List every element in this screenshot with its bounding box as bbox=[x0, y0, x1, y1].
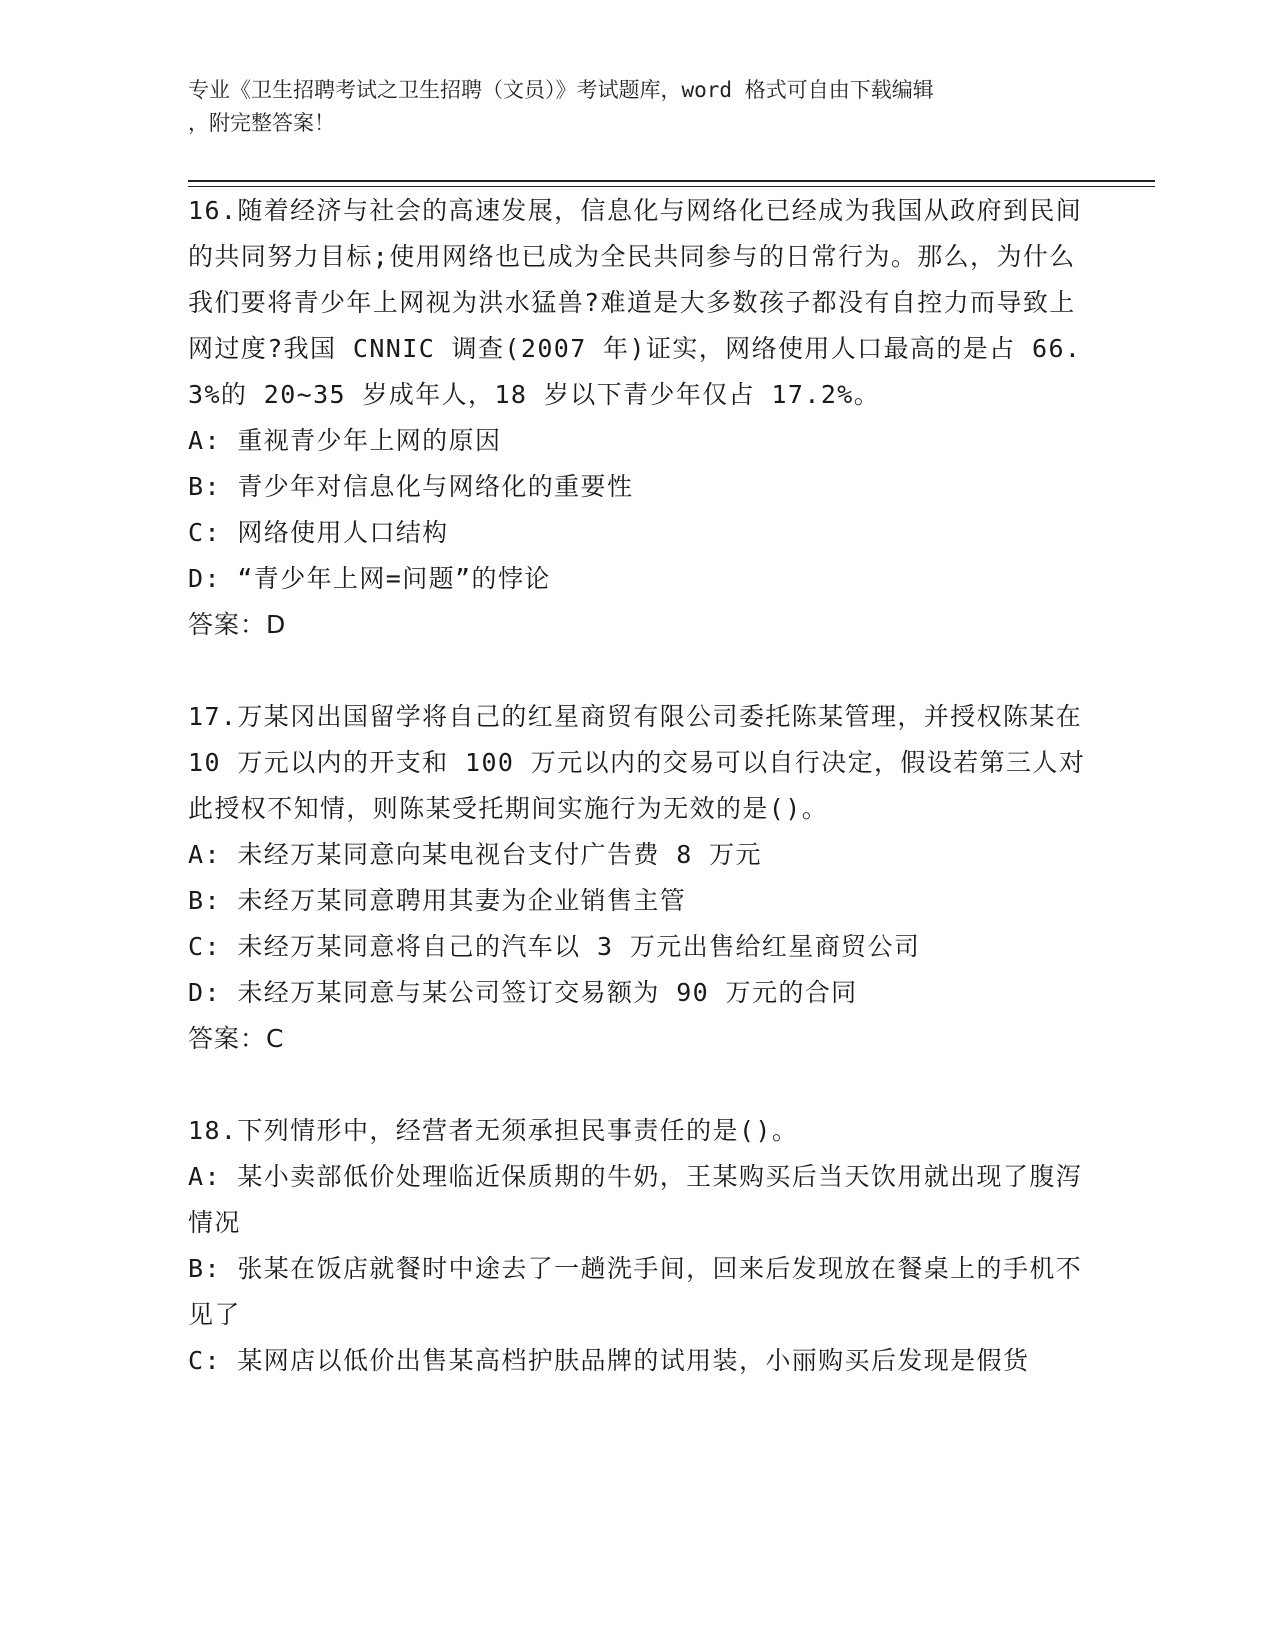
option-d: D: 未经万某同意与某公司签订交易额为 90 万元的合同 bbox=[188, 978, 858, 1007]
answer: 答案：D bbox=[188, 610, 287, 639]
question-18 bbox=[188, 1108, 1088, 1384]
option-a: A: 某小卖部低价处理临近保质期的牛奶，王某购买后当天饮用就出现了腹泻情况 bbox=[188, 1162, 1083, 1237]
question-text: 17.万某冈出国留学将自己的红星商贸有限公司委托陈某管理，并授权陈某在 10 万元以内的开支和 100 万元以内的交易可以自行决定，假设若第三人对此授权不知情，则陈某受托期间实施行为无效的是()。 bbox=[188, 702, 1086, 823]
question-spacer bbox=[188, 1062, 1088, 1108]
option-c: C: 某网店以低价出售某高档护肤品牌的试用装，小丽购买后发现是假货 bbox=[188, 1346, 1030, 1375]
option-a: A: 未经万某同意向某电视台支付广告费 8 万元 bbox=[188, 840, 762, 869]
option-c: C: 未经万某同意将自己的汽车以 3 万元出售给红星商贸公司 bbox=[188, 932, 921, 961]
option-d: D: “青少年上网=问题”的悖论 bbox=[188, 564, 551, 593]
question-spacer bbox=[188, 648, 1088, 694]
page-header bbox=[188, 74, 1088, 140]
question-list bbox=[188, 188, 1088, 1384]
header-rule-thick bbox=[188, 180, 1155, 182]
answer: 答案：C bbox=[188, 1024, 285, 1053]
question-text: 16.随着经济与社会的高速发展，信息化与网络化已经成为我国从政府到民间的共同努力目标;使用网络也已成为全民共同参与的日常行为。那么，为什么我们要将青少年上网视为洪水猛兽?难道是大多数孩子都没有自控力而导致上网过度?我国 CNNIC 调查(2007 年)证实，网络使用人口最高的是占 66.3%的 20~35 岁成年人，18 岁以下青少年仅占 17.2%。 bbox=[188, 196, 1083, 409]
option-b: B: 未经万某同意聘用其妻为企业销售主管 bbox=[188, 886, 687, 915]
header-rule-thin bbox=[188, 186, 1155, 187]
option-c: C: 网络使用人口结构 bbox=[188, 518, 449, 547]
question-16 bbox=[188, 188, 1088, 648]
question-17 bbox=[188, 694, 1088, 1062]
header-line-2: ，附完整答案！ bbox=[188, 111, 335, 135]
option-b: B: 青少年对信息化与网络化的重要性 bbox=[188, 472, 634, 501]
question-text: 18.下列情形中，经营者无须承担民事责任的是()。 bbox=[188, 1116, 799, 1145]
option-a: A: 重视青少年上网的原因 bbox=[188, 426, 502, 455]
option-b: B: 张某在饭店就餐时中途去了一趟洗手间，回来后发现放在餐桌上的手机不见了 bbox=[188, 1254, 1083, 1329]
header-line-1: 专业《卫生招聘考试之卫生招聘（文员）》考试题库，word 格式可自由下载编辑 bbox=[188, 78, 934, 102]
